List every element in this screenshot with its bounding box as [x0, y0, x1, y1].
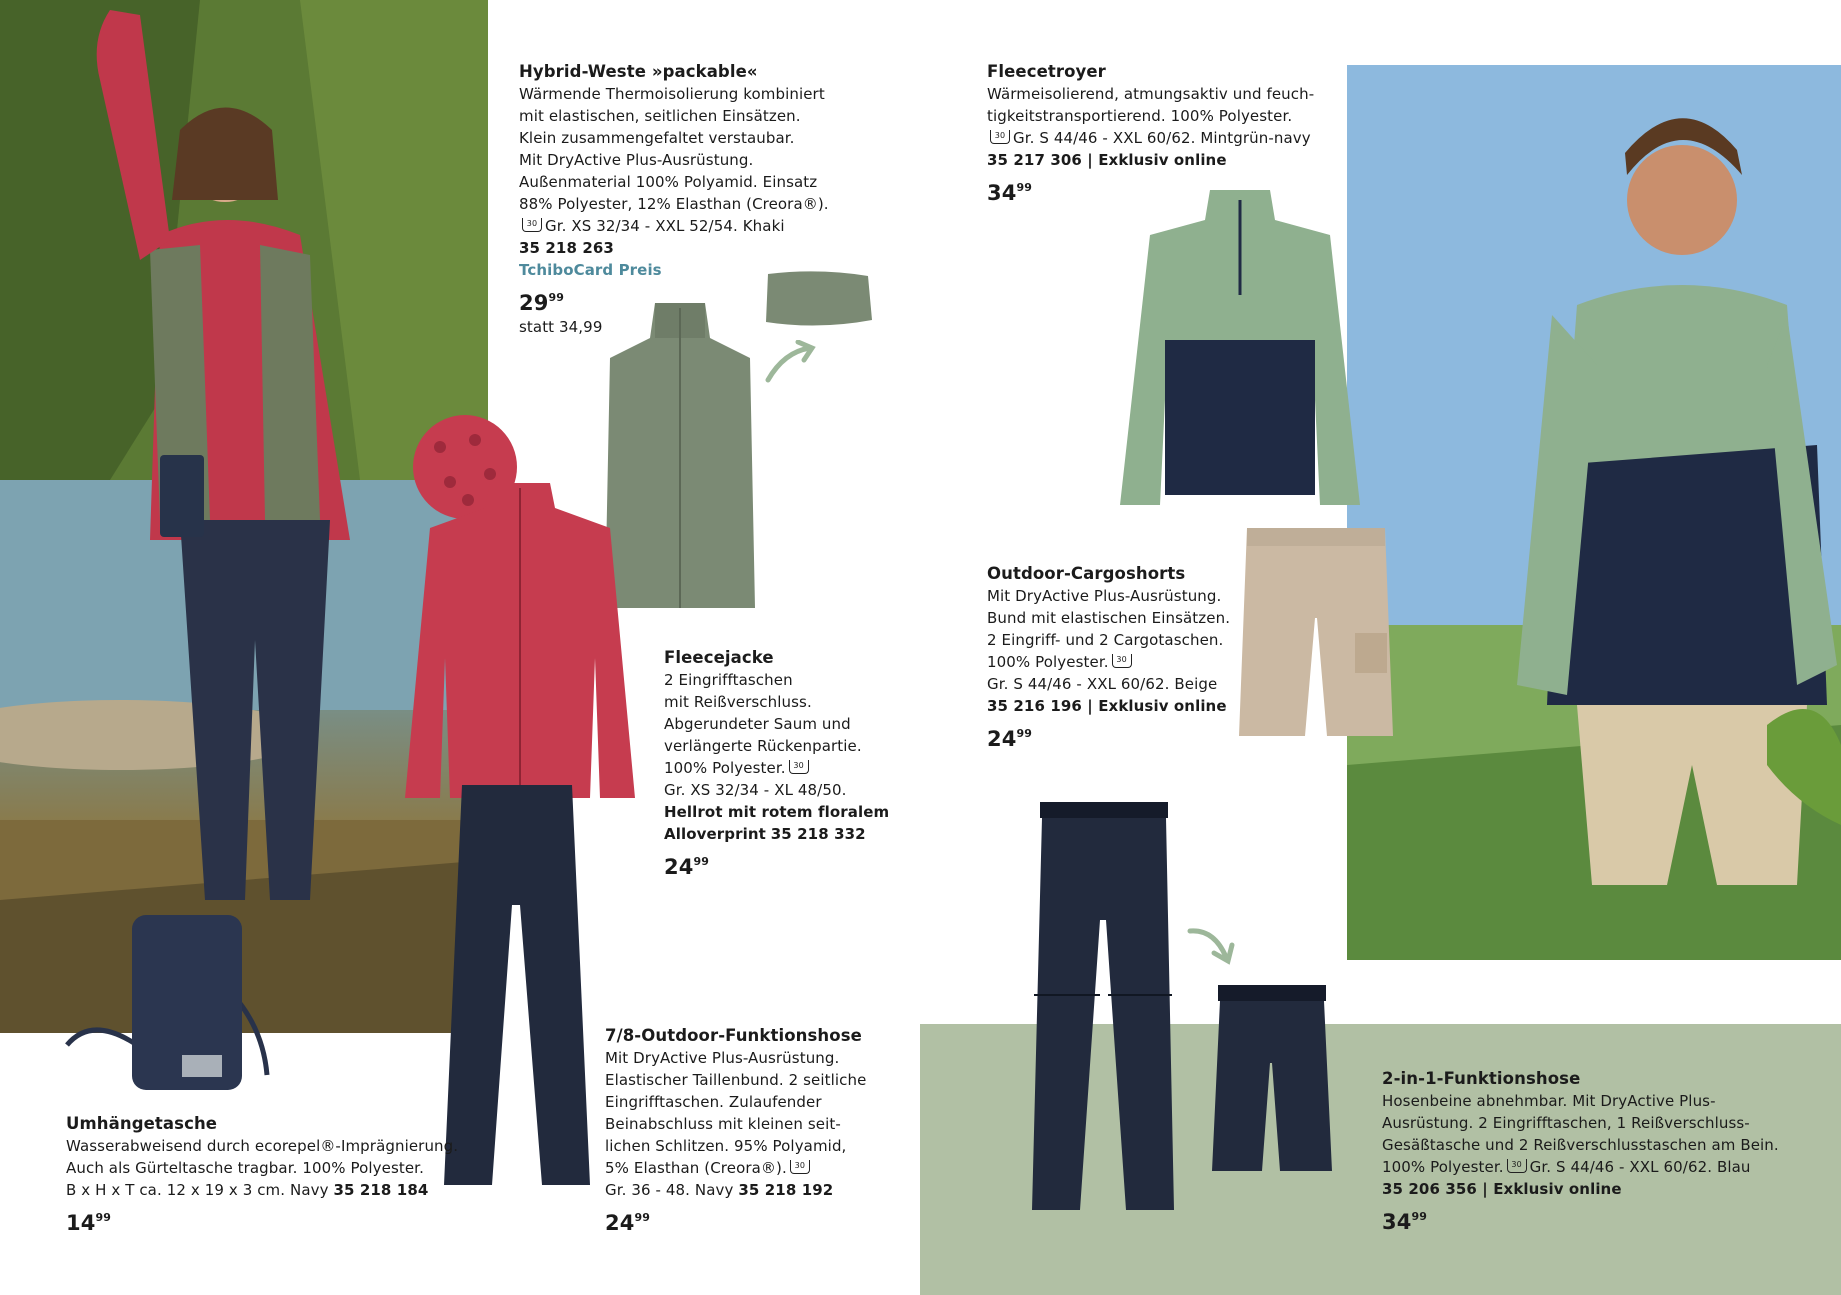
- size-info: Gr. S 44/46 - XXL 60/62. Beige: [987, 675, 1218, 693]
- online-exclusive-label: Exklusiv online: [1493, 1180, 1622, 1198]
- product-image-fleece-jacket: [400, 478, 640, 808]
- wash-30-icon: 30: [522, 218, 542, 232]
- article-number: 35 206 356: [1382, 1180, 1477, 1198]
- product-title: Outdoor-Cargoshorts: [987, 564, 1186, 583]
- wash-30-icon: 30: [1507, 1159, 1527, 1173]
- description-line: Außenmaterial 100% Polyamid. Einsatz: [519, 173, 818, 191]
- description-line: verlängerte Rückenpartie.: [664, 737, 862, 755]
- size-info: Gr. XS 32/34 - XL 48/50.: [664, 781, 847, 799]
- article-number: 35 218 192: [738, 1181, 834, 1199]
- description-line: Wärmeisolierend, atmungsaktiv und feuch-: [987, 85, 1315, 103]
- arrow-down-icon: [1186, 925, 1236, 967]
- description-line: Mit DryActive Plus-Ausrüstung.: [605, 1049, 840, 1067]
- price: $34^{99}$: [1382, 1210, 1427, 1234]
- material-info: 100% Polyester.: [1382, 1158, 1504, 1176]
- article-number: 35 218 184: [333, 1181, 429, 1199]
- color-info: Hellrot mit rotem floralem: [664, 803, 890, 821]
- separator: |: [1087, 151, 1093, 169]
- price: $14^{99}$: [66, 1211, 111, 1235]
- description-line: Ausrüstung. 2 Eingrifftaschen, 1 Reißverschluss-: [1382, 1114, 1750, 1132]
- description-line: Eingrifftaschen. Zulaufender: [605, 1093, 822, 1111]
- product-title: Fleecetroyer: [987, 62, 1106, 81]
- product-title: Fleecejacke: [664, 648, 774, 667]
- article-number: 35 217 306: [987, 151, 1082, 169]
- product-title: 2-in-1-Funktionshose: [1382, 1069, 1581, 1088]
- description-line: lichen Schlitzen. 95% Polyamid,: [605, 1137, 847, 1155]
- wash-30-icon: 30: [790, 1160, 810, 1174]
- product-2in1-funktionshose: [1382, 1068, 1779, 1235]
- description-line: Klein zusammengefaltet verstaubar.: [519, 129, 795, 147]
- description-line: Mit DryActive Plus-Ausrüstung.: [987, 587, 1222, 605]
- separator: |: [1087, 697, 1093, 715]
- price: $29^{99}$: [519, 291, 564, 315]
- article-number: 35 218 263: [519, 239, 614, 257]
- description-line: 2 Eingriff- und 2 Cargotaschen.: [987, 631, 1224, 649]
- size-info: Gr. S 44/46 - XXL 60/62. Blau: [1529, 1158, 1751, 1176]
- description-line: Auch als Gürteltasche tragbar. 100% Polyester.: [66, 1159, 424, 1177]
- description-line: Mit DryActive Plus-Ausrüstung.: [519, 151, 754, 169]
- product-image-cargo-shorts: [1237, 528, 1395, 738]
- description-line: 88% Polyester, 12% Elasthan (Creora®).: [519, 195, 829, 213]
- separator: |: [1482, 1180, 1488, 1198]
- product-cargoshorts: [987, 563, 1230, 752]
- wash-30-icon: 30: [1112, 654, 1132, 668]
- description-line: Hosenbeine abnehmbar. Mit DryActive Plus-: [1382, 1092, 1716, 1110]
- product-title: 7/8-Outdoor-Funktionshose: [605, 1026, 862, 1045]
- size-info: Gr. XS 32/34 - XXL 52/54. Khaki: [545, 217, 785, 235]
- product-fleecetroyer: [987, 61, 1314, 206]
- online-exclusive-label: Exklusiv online: [1098, 697, 1227, 715]
- product-image-fleece-troyer: [1115, 190, 1365, 510]
- price: $34^{99}$: [987, 181, 1032, 205]
- product-hybrid-weste: [519, 61, 829, 338]
- product-umhaengetasche: [66, 1113, 458, 1236]
- photo-man-illustration: [1347, 65, 1841, 960]
- old-price: statt 34,99: [519, 318, 603, 336]
- online-exclusive-label: Exklusiv online: [1098, 151, 1227, 169]
- article-number: 35 218 332: [770, 825, 866, 843]
- description-line: Beinabschluss mit kleinen seit-: [605, 1115, 841, 1133]
- material-info: 100% Polyester.: [664, 759, 786, 777]
- product-title: Umhängetasche: [66, 1114, 218, 1133]
- description-line: Wasserabweisend durch ecorepel®-Imprägnierung.: [66, 1137, 459, 1155]
- product-image-78-pants: [442, 785, 592, 1190]
- description-line: mit Reißverschluss.: [664, 693, 812, 711]
- material-info: 5% Elasthan (Creora®).: [605, 1159, 787, 1177]
- description-line: Wärmende Thermoisolierung kombiniert: [519, 85, 825, 103]
- price: $24^{99}$: [605, 1211, 650, 1235]
- description-line: Elastischer Taillenbund. 2 seitliche: [605, 1071, 867, 1089]
- price: $24^{99}$: [664, 855, 709, 879]
- product-78-funktionshose: [605, 1025, 866, 1236]
- description-line: Bund mit elastischen Einsätzen.: [987, 609, 1231, 627]
- description-line: Abgerundeter Saum und: [664, 715, 851, 733]
- size-info: Gr. 36 - 48. Navy: [605, 1181, 734, 1199]
- price: $24^{99}$: [987, 727, 1032, 751]
- arrow-icon: [764, 340, 816, 385]
- size-info: B x H x T ca. 12 x 19 x 3 cm. Navy: [66, 1181, 329, 1199]
- product-fleecejacke: [664, 647, 889, 880]
- product-image-2in1-shorts: [1208, 983, 1336, 1173]
- tchibocard-price-label: TchiboCard Preis: [519, 261, 662, 279]
- photo-man-hiking: [1347, 65, 1841, 960]
- material-info: 100% Polyester.: [987, 653, 1109, 671]
- product-image-2in1-pants: [1028, 800, 1180, 1212]
- article-number: 35 216 196: [987, 697, 1082, 715]
- wash-30-icon: 30: [789, 760, 809, 774]
- color-info: Alloverprint: [664, 825, 766, 843]
- description-line: 2 Eingrifftaschen: [664, 671, 793, 689]
- description-line: Gesäßtasche und 2 Reißverschlusstaschen am Bein.: [1382, 1136, 1779, 1154]
- description-line: tigkeitstransportierend. 100% Polyester.: [987, 107, 1293, 125]
- size-info: Gr. S 44/46 - XXL 60/62. Mintgrün-navy: [1013, 129, 1311, 147]
- product-image-shoulder-bag: [62, 915, 282, 1095]
- description-line: mit elastischen, seitlichen Einsätzen.: [519, 107, 801, 125]
- wash-30-icon: 30: [990, 130, 1010, 144]
- product-title: Hybrid-Weste »packable«: [519, 62, 758, 81]
